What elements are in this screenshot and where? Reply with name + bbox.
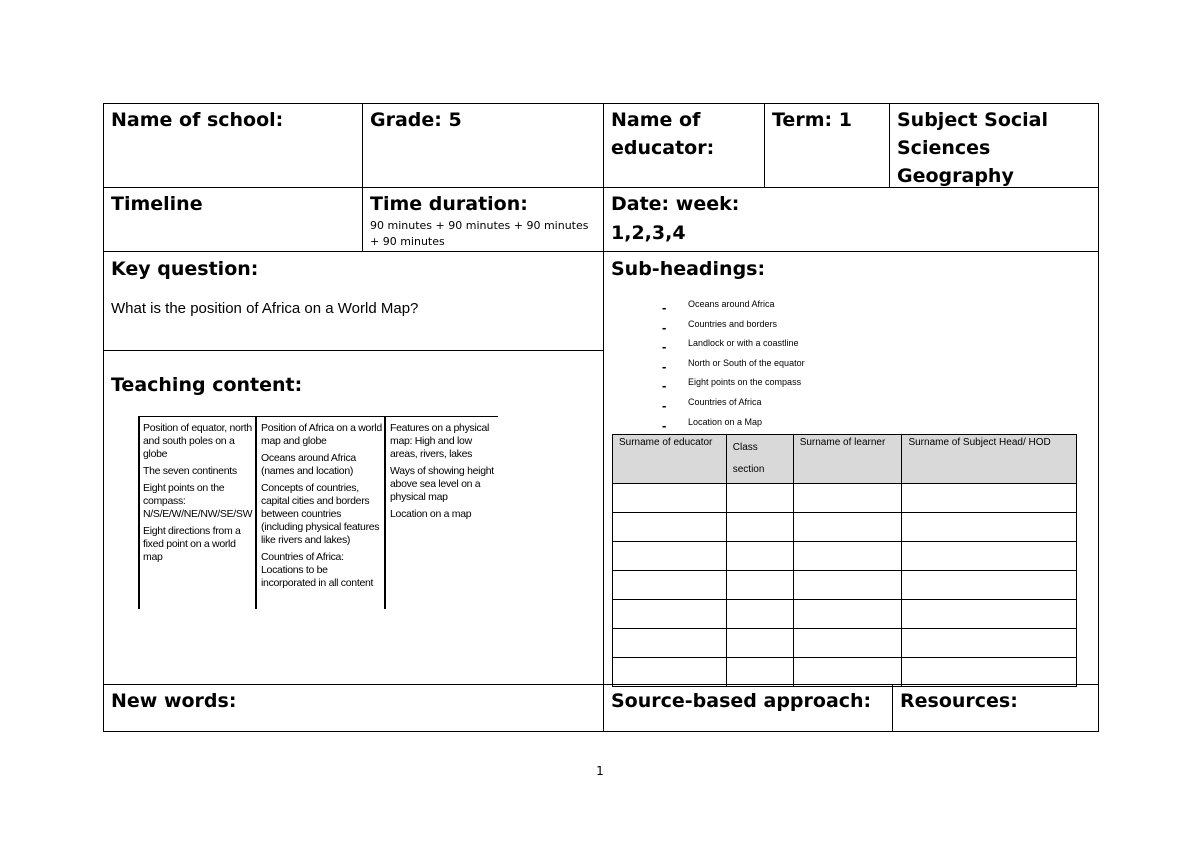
teaching-content-label: Teaching content:: [111, 374, 303, 396]
page-number: 1: [596, 764, 604, 778]
list-item: - Countries of Africa: [662, 397, 762, 413]
table-cell[interactable]: [793, 571, 902, 600]
new-words-cell[interactable]: [103, 684, 604, 732]
table-cell[interactable]: [613, 542, 727, 571]
table-row: [613, 629, 1077, 658]
table-cell[interactable]: [902, 571, 1077, 600]
tc-item: Concepts of countries, capital cities and borders between countries (including physical features like rivers and lakes): [261, 482, 380, 546]
teaching-content-column-1: [143, 422, 253, 568]
table-row: [613, 542, 1077, 571]
table-cell[interactable]: [902, 513, 1077, 542]
table-cell[interactable]: [726, 513, 793, 542]
duration-cell: [362, 187, 604, 252]
table-cell[interactable]: [793, 513, 902, 542]
table-cell[interactable]: [726, 629, 793, 658]
teaching-content-column-3: [390, 422, 498, 525]
sub-headings-label: Sub-headings:: [611, 258, 766, 280]
educator-label-line2: educator:: [611, 137, 715, 159]
col-header: Class section: [726, 435, 793, 484]
grade-label: Grade: 5: [370, 109, 462, 131]
subject-line1: Subject Social: [897, 109, 1049, 131]
table-cell[interactable]: [726, 658, 793, 687]
sub-headings-list: [662, 299, 988, 439]
teaching-content-cell: [103, 350, 604, 685]
tc-item: Position of equator, north and south poles on a globe: [143, 422, 252, 460]
table-cell[interactable]: [902, 542, 1077, 571]
col-header: Surname of educator: [613, 435, 727, 484]
term-label: Term: 1: [772, 109, 852, 131]
col-header: Surname of learner: [793, 435, 902, 484]
table-cell[interactable]: [793, 658, 902, 687]
table-row: [613, 600, 1077, 629]
table-cell[interactable]: [726, 600, 793, 629]
table-cell[interactable]: [613, 629, 727, 658]
list-item: - Countries and borders: [662, 319, 778, 335]
list-item: - Location on a Map: [662, 417, 763, 433]
table-cell[interactable]: [793, 629, 902, 658]
tc-item: Eight directions from a fixed point on a world map: [143, 525, 241, 563]
table-cell[interactable]: [613, 484, 727, 513]
tc-item: Ways of showing height above sea level on a physical map: [390, 465, 494, 503]
tc-item: Position of Africa on a world map and globe: [261, 422, 382, 447]
table-cell[interactable]: [726, 571, 793, 600]
duration-label: Time duration:: [370, 193, 528, 215]
subject-line3: Geography: [897, 165, 1014, 187]
key-question-cell: [103, 251, 604, 351]
tc-item: Features on a physical map: High and low areas, rivers, lakes: [390, 422, 490, 460]
table-cell[interactable]: [613, 513, 727, 542]
subject-cell: [889, 103, 1099, 188]
source-based-cell[interactable]: [603, 684, 893, 732]
list-item: - Oceans around Africa: [662, 299, 775, 315]
list-item: - Eight points on the compass: [662, 377, 802, 393]
teaching-content-column-2: [261, 422, 383, 594]
tc-item: Eight points on the compass: N/S/E/W/NE/NW/SE/SW: [143, 482, 253, 520]
timeline-cell: [103, 187, 363, 252]
table-row: [613, 513, 1077, 542]
table-header-row: [613, 435, 1077, 484]
table-cell[interactable]: [902, 600, 1077, 629]
timeline-label: Timeline: [111, 193, 203, 215]
date-weeks: 1,2,3,4: [611, 222, 686, 244]
table-cell[interactable]: [726, 542, 793, 571]
resources-label: Resources:: [900, 690, 1018, 712]
list-item: - Landlock or with a coastline: [662, 338, 799, 354]
tc-item: Location on a map: [390, 508, 472, 520]
table-row: [613, 484, 1077, 513]
table-row: [613, 571, 1077, 600]
col-header: Surname of Subject Head/ HOD: [902, 435, 1077, 484]
term-cell: [764, 103, 890, 188]
grade-cell: [362, 103, 604, 188]
tc-item: Countries of Africa: Locations to be incorporated in all content: [261, 551, 374, 589]
new-words-label: New words:: [111, 690, 237, 712]
table-cell[interactable]: [902, 484, 1077, 513]
school-name-label: Name of school:: [111, 109, 284, 131]
table-row: [613, 658, 1077, 687]
source-based-label: Source-based approach:: [611, 690, 872, 712]
educator-label-line1: Name of: [611, 109, 701, 131]
date-label: Date: week:: [611, 193, 740, 215]
educator-name-cell[interactable]: [603, 103, 765, 188]
table-cell[interactable]: [793, 542, 902, 571]
key-question-text: What is the position of Africa on a World Map?: [111, 300, 419, 317]
school-name-cell[interactable]: [103, 103, 363, 188]
duration-line2: + 90 minutes: [370, 235, 445, 248]
table-cell[interactable]: [613, 571, 727, 600]
list-item: - North or South of the equator: [662, 358, 805, 374]
table-cell[interactable]: [726, 484, 793, 513]
teaching-content-figure: [138, 416, 498, 609]
duration-line1: 90 minutes + 90 minutes + 90 minutes: [370, 219, 589, 232]
key-question-label: Key question:: [111, 258, 259, 280]
table-cell[interactable]: [613, 658, 727, 687]
table-cell[interactable]: [902, 658, 1077, 687]
learner-table: [612, 434, 1077, 687]
resources-cell[interactable]: [892, 684, 1099, 732]
table-cell[interactable]: [793, 484, 902, 513]
tc-item: The seven continents: [143, 465, 237, 477]
table-cell[interactable]: [613, 600, 727, 629]
tc-item: Oceans around Africa (names and location): [261, 452, 356, 477]
table-cell[interactable]: [793, 600, 902, 629]
date-cell: [603, 187, 1099, 252]
subject-line2: Sciences: [897, 137, 991, 159]
table-cell[interactable]: [902, 629, 1077, 658]
